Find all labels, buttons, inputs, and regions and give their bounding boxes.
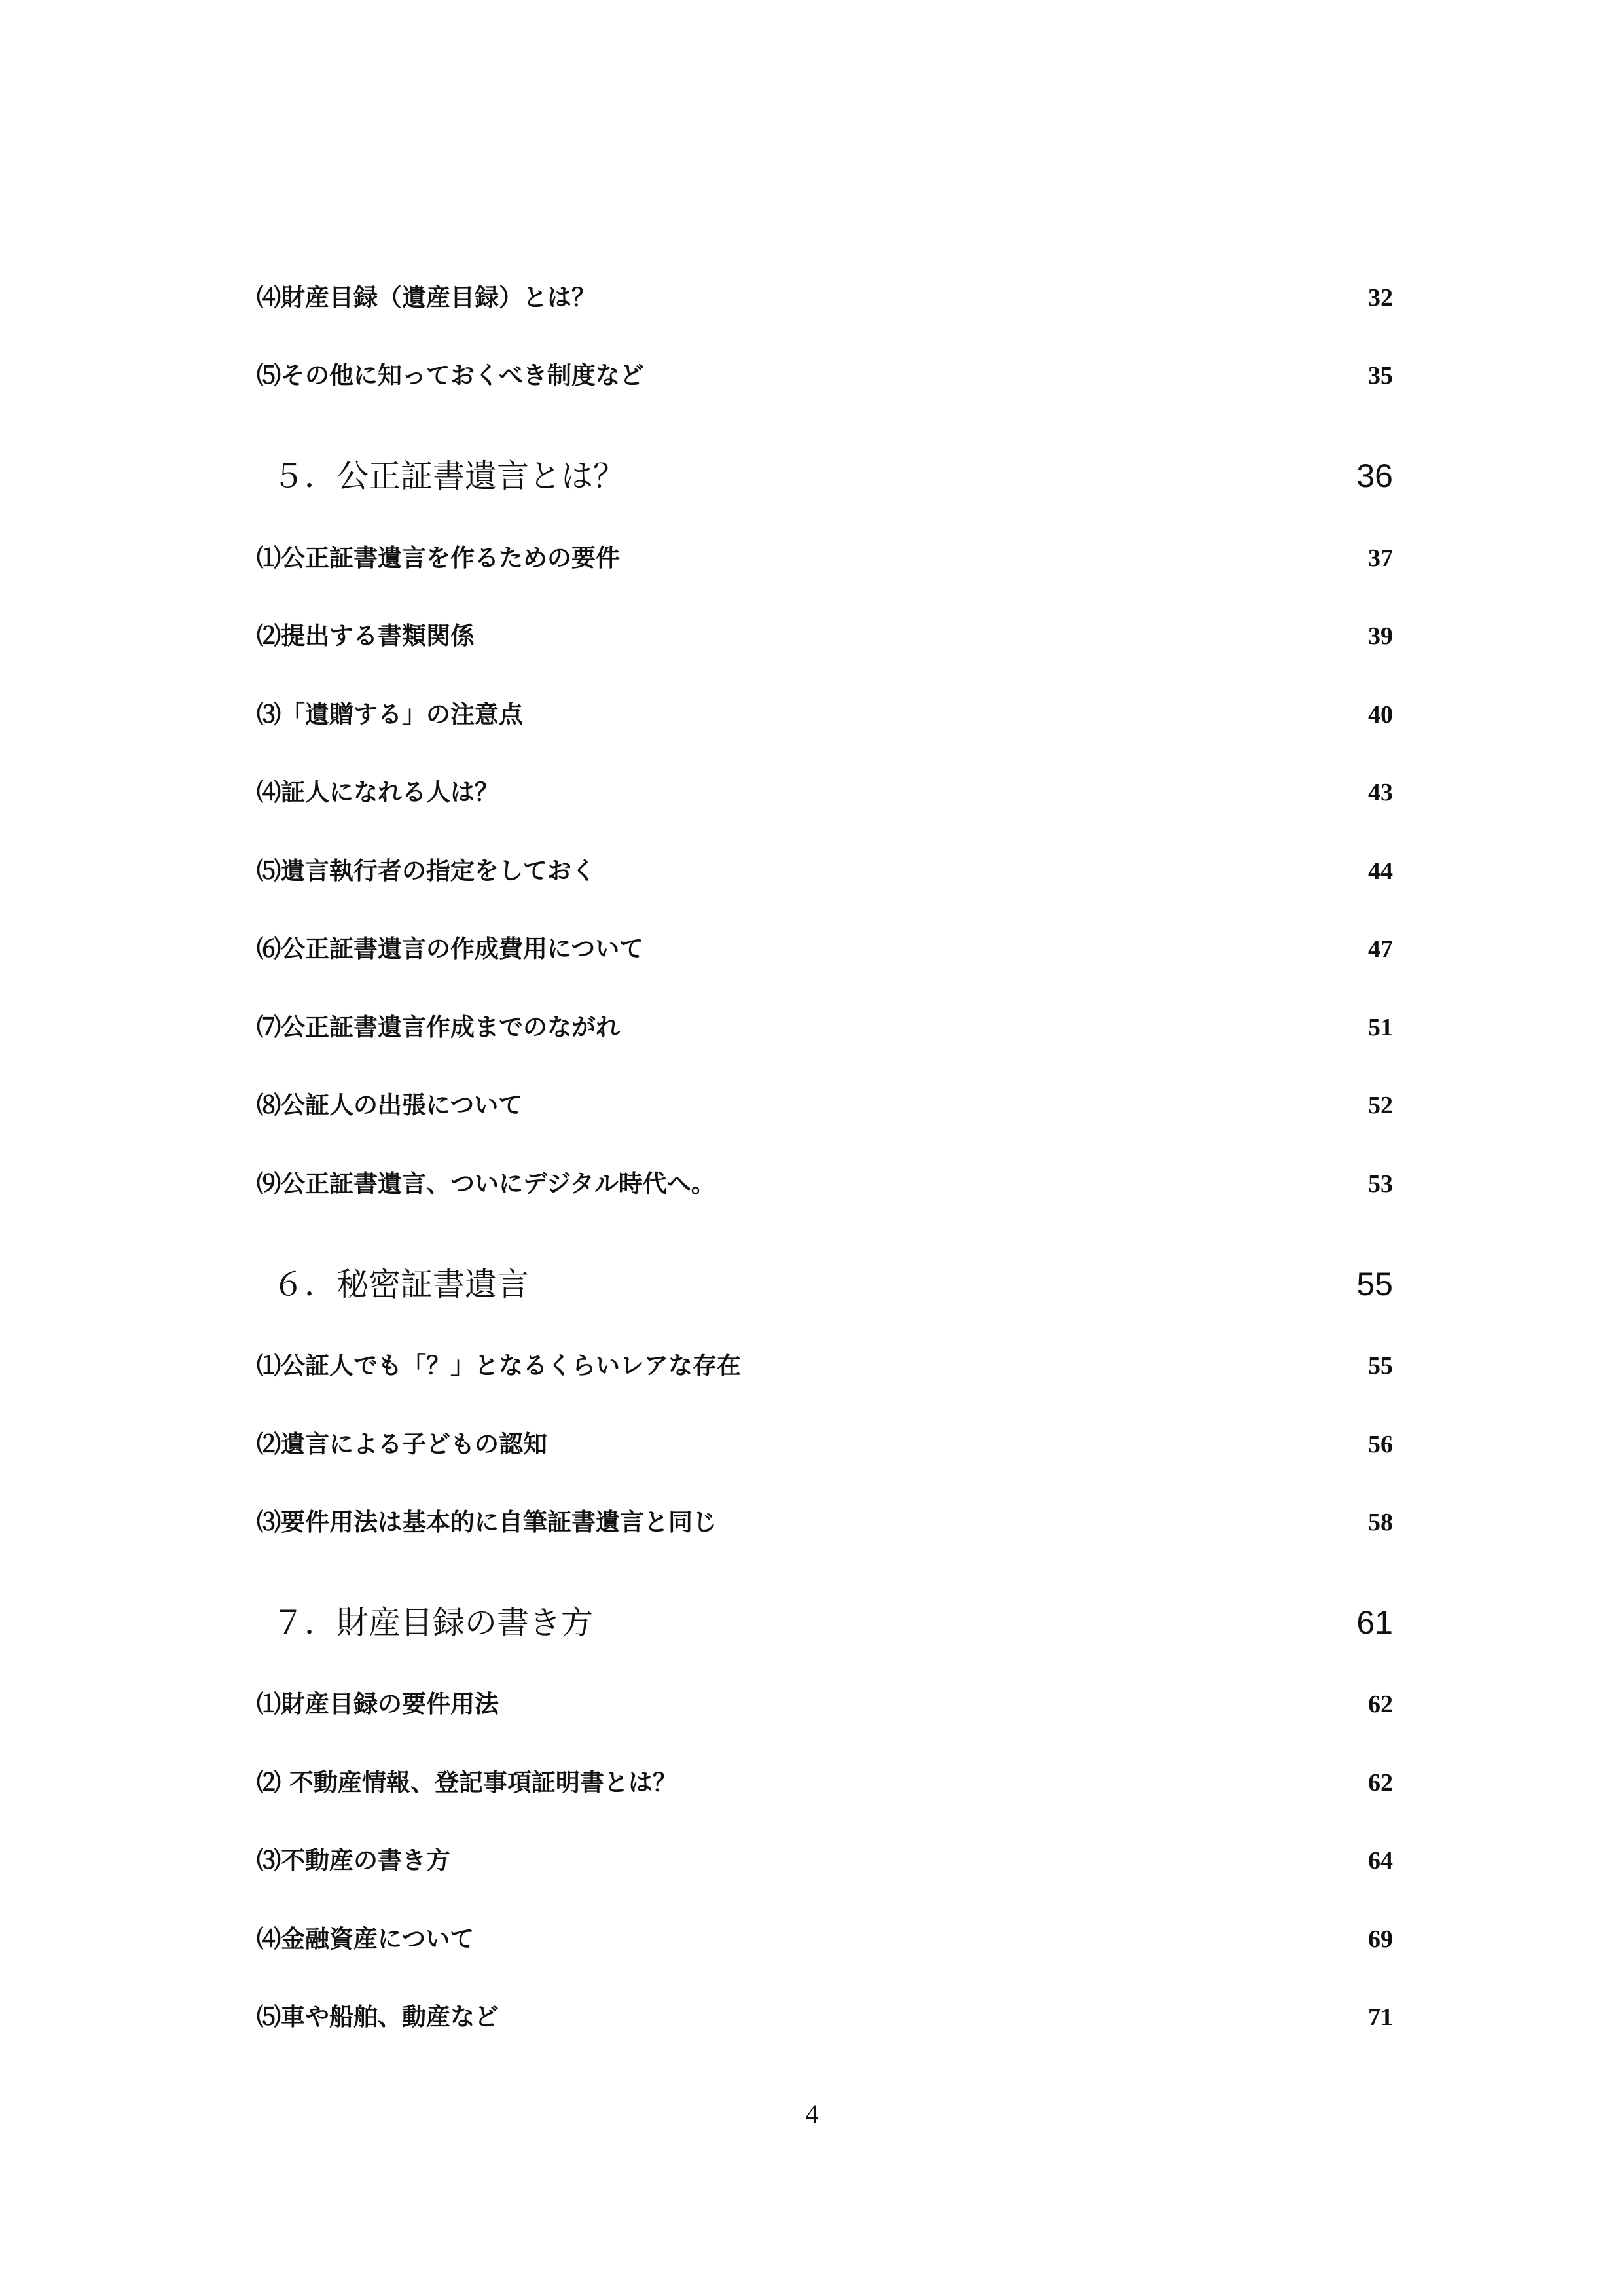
page-number: 4 (805, 2099, 819, 2128)
toc-entry (257, 851, 1393, 886)
toc-entry-page: 40 (1368, 701, 1393, 728)
toc-entry-title: ⑶「遺贈する」の注意点 (257, 700, 523, 728)
toc-entry-title: ⑴公正証書遺言を作るための要件 (257, 543, 620, 572)
toc-entry-title: ⑵遺言による子どもの認知 (257, 1429, 547, 1458)
toc-entry-page: 62 (1368, 1769, 1393, 1797)
toc-entry-title: ⑶不動産の書き方 (257, 1846, 450, 1874)
toc-entry-title: ⑸その他に知っておくべき制度など (257, 361, 644, 389)
toc-entry (257, 1007, 1393, 1043)
toc-entry-title: ⑼公正証書遺言、ついにデジタル時代へ。 (257, 1169, 715, 1198)
toc-entry-page: 53 (1368, 1170, 1393, 1198)
toc-entry-title: ⑹公正証書遺言の作成費用について (257, 934, 644, 963)
toc-entry-title: ⑵提出する書類関係 (257, 621, 475, 650)
toc-section-title: ５．公正証書遺言とは？ (272, 457, 626, 495)
toc-entry (257, 772, 1393, 808)
toc-entry-page: 35 (1368, 362, 1393, 389)
toc-section-heading (257, 1259, 1393, 1305)
toc-entry (257, 1919, 1393, 1954)
toc-entry-page: 44 (1368, 857, 1393, 885)
toc-entry (257, 1684, 1393, 1719)
toc-entry-title: ⑶要件用法は基本的に自筆証書遺言と同じ (257, 1507, 717, 1536)
toc-section-title: ６．秘密証書遺言 (272, 1266, 530, 1303)
toc-entry (257, 1085, 1393, 1121)
toc-entry-page: 52 (1368, 1092, 1393, 1119)
toc-entry (257, 929, 1393, 964)
toc-entry-page: 71 (1368, 2003, 1393, 2031)
toc-entry-title: ⑸車や船舶、動産など (257, 2002, 499, 2031)
toc-entry (257, 1164, 1393, 1199)
toc-entry (257, 278, 1393, 313)
toc-entry-title: ⑸遺言執行者の指定をしておく (257, 856, 596, 885)
toc-entry-page: 55 (1368, 1352, 1393, 1380)
toc-entry-title: ⑷金融資産について (257, 1924, 475, 1953)
toc-section-page: 61 (1356, 1604, 1393, 1641)
toc-entry (257, 1763, 1393, 1798)
toc-entry-page: 58 (1368, 1509, 1393, 1536)
toc-entry-title: ⑴財産目録の要件用法 (257, 1689, 499, 1718)
toc-entry (257, 355, 1393, 391)
toc-section-page: 55 (1356, 1266, 1393, 1302)
toc-entry-page: 64 (1368, 1847, 1393, 1874)
toc-entry (257, 538, 1393, 573)
toc-entry-page: 51 (1368, 1014, 1393, 1041)
toc-entry-title: ⑷財産目録（遺産目録）とは？ (257, 283, 596, 312)
toc-section-title: ７．財産目録の書き方 (272, 1604, 594, 1641)
toc-entry-title: ⑷証人になれる人は？ (257, 778, 499, 806)
toc-entry-page: 43 (1368, 779, 1393, 806)
toc-section-page: 36 (1356, 457, 1393, 494)
toc-entry-title: ⑻公証人の出張について (257, 1090, 523, 1119)
toc-section-heading (257, 451, 1393, 497)
toc-entry-page: 47 (1368, 935, 1393, 963)
toc-entry (257, 1502, 1393, 1537)
toc-entry-page: 69 (1368, 1926, 1393, 1953)
toc-entry (257, 1346, 1393, 1381)
toc-entry-title: ⑺公正証書遺言作成までのながれ (257, 1013, 620, 1041)
toc-entry-page: 37 (1368, 545, 1393, 572)
toc-entry-title: ⑵ 不動産情報、登記事項証明書とは？ (257, 1768, 677, 1797)
toc-entry-page: 39 (1368, 622, 1393, 650)
toc-entry-page: 62 (1368, 1691, 1393, 1718)
toc-section-heading (257, 1598, 1393, 1643)
toc-entry (257, 1840, 1393, 1876)
toc-entry (257, 1997, 1393, 2032)
toc-entry-page: 32 (1368, 284, 1393, 312)
toc-entry-page: 56 (1368, 1431, 1393, 1458)
toc-entry (257, 694, 1393, 730)
toc-entry (257, 1424, 1393, 1460)
toc-entry-title: ⑴公証人でも「？」となるくらいレアな存在 (257, 1351, 741, 1380)
toc-entry (257, 616, 1393, 651)
